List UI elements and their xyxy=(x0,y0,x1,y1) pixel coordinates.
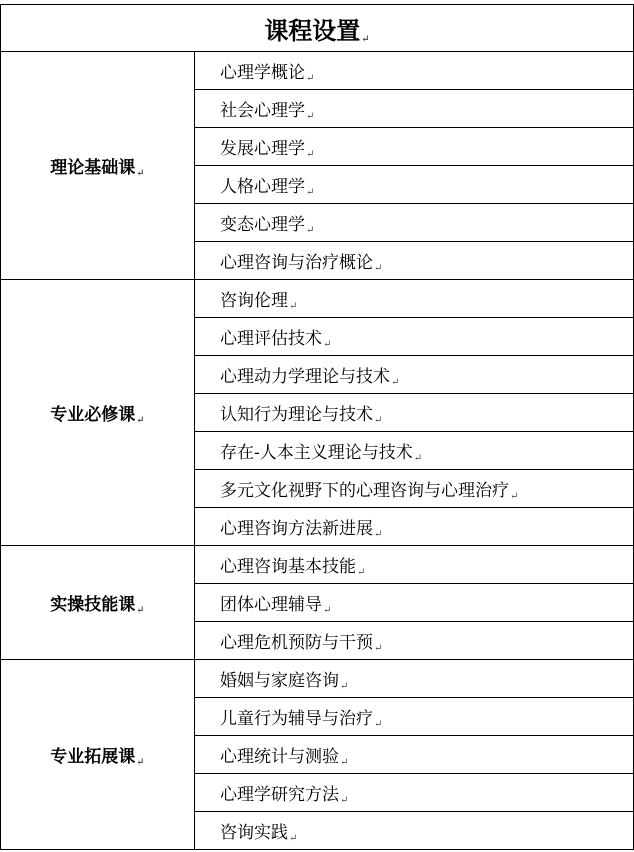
course-name: 人格心理学 xyxy=(220,176,305,197)
course-cell xyxy=(195,128,634,166)
paragraph-mark-icon: ↵ xyxy=(374,528,383,540)
paragraph-mark-icon: ↵ xyxy=(340,756,349,768)
table-row xyxy=(1,546,634,584)
course-cell xyxy=(195,660,634,698)
course-cell xyxy=(195,470,634,508)
course-name: 心理学研究方法 xyxy=(220,784,339,805)
paragraph-mark-icon: ↵ xyxy=(289,832,298,844)
paragraph-mark-icon: ↵ xyxy=(374,642,383,654)
course-name: 心理咨询基本技能 xyxy=(220,556,356,577)
paragraph-mark-icon: ↵ xyxy=(510,490,519,502)
course-cell xyxy=(195,698,634,736)
course-name: 多元文化视野下的心理咨询与心理治疗 xyxy=(220,480,509,501)
course-cell xyxy=(195,622,634,660)
course-name: 心理咨询方法新进展 xyxy=(220,518,373,539)
paragraph-mark-icon: ↵ xyxy=(136,756,145,768)
course-name: 咨询实践 xyxy=(220,822,288,843)
paragraph-mark-icon: ↵ xyxy=(361,33,370,45)
paragraph-mark-icon: ↵ xyxy=(323,604,332,616)
paragraph-mark-icon: ↵ xyxy=(340,680,349,692)
course-name: 发展心理学 xyxy=(220,138,305,159)
paragraph-mark-icon: ↵ xyxy=(306,186,315,198)
course-name: 认知行为理论与技术 xyxy=(220,404,373,425)
paragraph-mark-icon: ↵ xyxy=(340,794,349,806)
course-name: 婚姻与家庭咨询 xyxy=(220,670,339,691)
paragraph-mark-icon: ↵ xyxy=(323,338,332,350)
category-name: 实操技能课 xyxy=(50,594,136,615)
paragraph-mark-icon: ↵ xyxy=(306,224,315,236)
title-row xyxy=(1,5,634,52)
course-cell xyxy=(195,90,634,128)
course-name: 心理危机预防与干预 xyxy=(220,632,373,653)
paragraph-mark-icon: ↵ xyxy=(391,376,400,388)
category-cell xyxy=(1,280,195,546)
course-name: 变态心理学 xyxy=(220,214,305,235)
course-cell xyxy=(195,394,634,432)
course-name: 咨询伦理 xyxy=(220,290,288,311)
category-cell xyxy=(1,546,195,660)
course-cell xyxy=(195,318,634,356)
paragraph-mark-icon: ↵ xyxy=(357,566,366,578)
course-name: 存在-人本主义理论与技术 xyxy=(220,442,413,463)
course-table xyxy=(0,4,634,850)
course-cell xyxy=(195,812,634,850)
course-name: 团体心理辅导 xyxy=(220,594,322,615)
paragraph-mark-icon: ↵ xyxy=(289,300,298,312)
paragraph-mark-icon: ↵ xyxy=(306,72,315,84)
paragraph-mark-icon: ↵ xyxy=(136,414,145,426)
category-cell xyxy=(1,660,195,850)
course-cell xyxy=(195,584,634,622)
category-name: 专业必修课 xyxy=(50,404,136,425)
course-name: 心理评估技术 xyxy=(220,328,322,349)
paragraph-mark-icon: ↵ xyxy=(306,148,315,160)
paragraph-mark-icon: ↵ xyxy=(136,167,145,179)
paragraph-mark-icon: ↵ xyxy=(374,718,383,730)
table-row xyxy=(1,52,634,90)
course-cell xyxy=(195,52,634,90)
course-cell xyxy=(195,280,634,318)
title-cell xyxy=(1,5,634,52)
table-row xyxy=(1,660,634,698)
paragraph-mark-icon: ↵ xyxy=(413,452,423,464)
course-cell xyxy=(195,356,634,394)
course-cell xyxy=(195,166,634,204)
course-cell xyxy=(195,204,634,242)
course-name: 社会心理学 xyxy=(220,100,305,121)
course-cell xyxy=(195,774,634,812)
table-title: 课程设置 xyxy=(264,15,361,45)
paragraph-mark-icon: ↵ xyxy=(374,262,383,274)
category-cell xyxy=(1,52,195,280)
course-name: 心理统计与测验 xyxy=(220,746,339,767)
course-name: 心理学概论 xyxy=(220,62,305,83)
paragraph-mark-icon: ↵ xyxy=(136,604,145,616)
course-name: 心理动力学理论与技术 xyxy=(220,366,390,387)
course-name: 心理咨询与治疗概论 xyxy=(220,252,373,273)
course-cell xyxy=(195,736,634,774)
course-cell xyxy=(195,242,634,280)
course-cell xyxy=(195,508,634,546)
course-table-body xyxy=(1,5,634,850)
category-name: 专业拓展课 xyxy=(50,746,136,767)
table-row xyxy=(1,280,634,318)
paragraph-mark-icon: ↵ xyxy=(374,414,383,426)
course-cell xyxy=(195,432,634,470)
paragraph-mark-icon: ↵ xyxy=(306,110,315,122)
category-name: 理论基础课 xyxy=(50,157,136,178)
course-cell xyxy=(195,546,634,584)
course-name: 儿童行为辅导与治疗 xyxy=(220,708,373,729)
